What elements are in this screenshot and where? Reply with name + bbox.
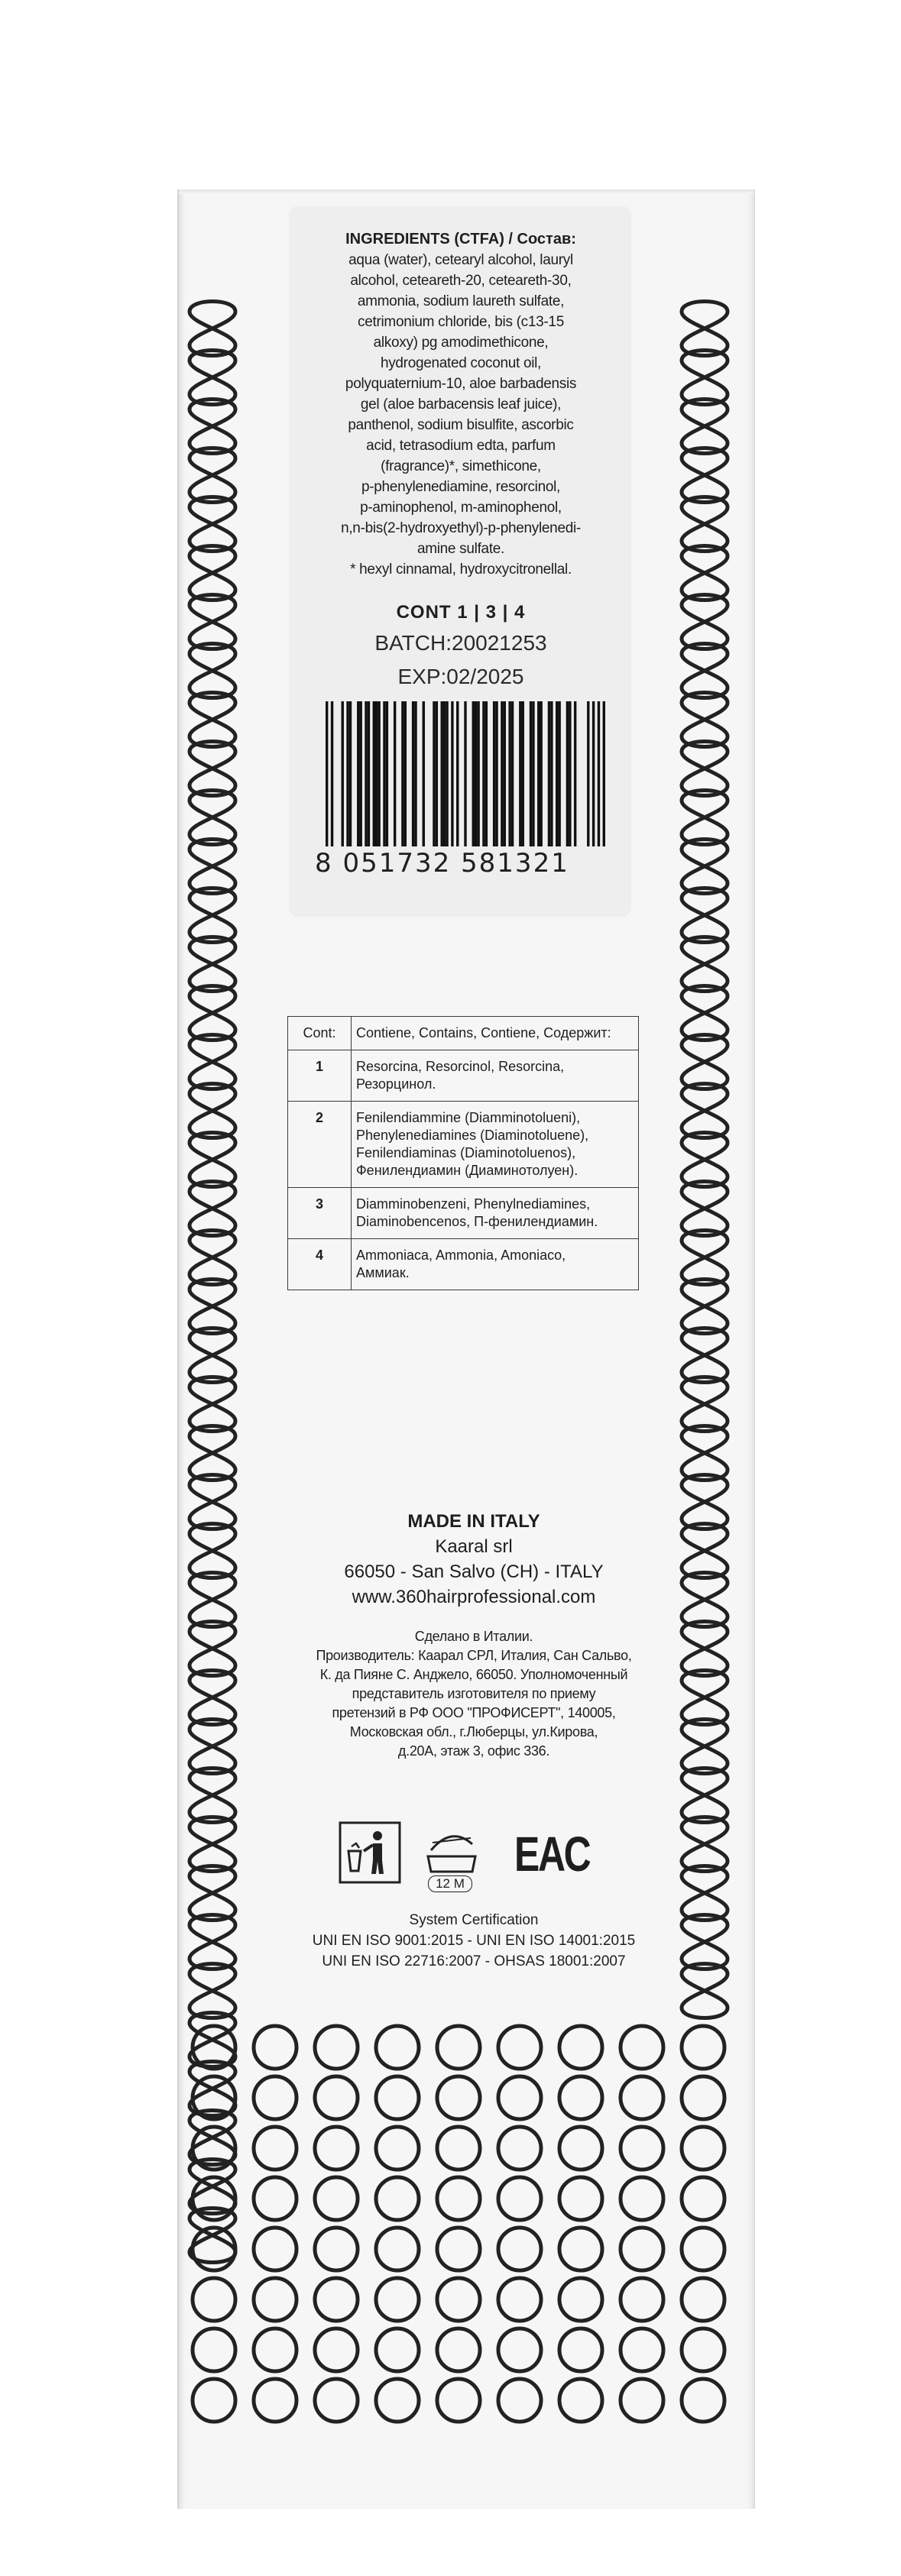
russian-info-line: Московская обл., г.Люберцы, ул.Кирова, — [349, 1724, 598, 1739]
substance-line: Fenilendiammine (Diamminotolueni), — [356, 1110, 581, 1125]
ingredients-line: alcohol, ceteareth-20, ceteareth-30, — [350, 273, 572, 289]
russian-info-line: Производитель: Каарал СРЛ, Италия, Сан Сальво, — [316, 1648, 632, 1663]
table-cell-substances — [352, 1050, 639, 1102]
table-row — [288, 1188, 639, 1239]
right-loop-pattern — [676, 306, 734, 2040]
ingredients-line: gel (aloe barbacensis leaf juice), — [360, 396, 562, 413]
ingredients-line: p-aminophenol, m-aminophenol, — [360, 500, 562, 516]
ingredients-text — [297, 250, 625, 580]
russian-info-line: претензий в РФ ООО "ПРОФИСЕРТ", 140005, — [332, 1705, 616, 1720]
russian-info-line: представитель изготовителя по приему — [352, 1686, 596, 1701]
russian-info-line: Сделано в Италии. — [414, 1629, 533, 1644]
manufacturer-block — [267, 1509, 680, 1610]
expiry-date: EXP:02/2025 — [397, 665, 524, 688]
ingredients-block — [297, 229, 625, 580]
ingredients-line: hydrogenated coconut oil, — [380, 355, 542, 371]
left-loop-pattern — [183, 306, 241, 2292]
substance-line: Phenylenediamines (Diaminotoluene), — [356, 1128, 589, 1143]
open-jar-icon — [425, 1827, 478, 1873]
batch-number: BATCH:20021253 — [374, 631, 547, 655]
ingredients-line: * hexyl cinnamal, hydroxycitronellal. — [350, 561, 572, 578]
table-row — [288, 1102, 639, 1188]
company-address: 66050 - San Salvo (CH) - ITALY — [344, 1561, 604, 1582]
made-in-label: MADE IN ITALY — [407, 1511, 540, 1532]
russian-info — [267, 1627, 680, 1761]
substance-line: Diaminobencenos, П-фенилендиамин. — [356, 1214, 598, 1229]
table-cell-substances — [352, 1188, 639, 1239]
table-row — [288, 1239, 639, 1290]
pao-label: 12 M — [428, 1875, 472, 1892]
russian-info-line: д.20А, этаж 3, офис 336. — [397, 1743, 550, 1759]
barcode-bars — [326, 701, 605, 846]
certification-line: UNI EN ISO 22716:2007 - OHSAS 18001:2007 — [322, 1953, 626, 1969]
table-cell-substances — [352, 1239, 639, 1290]
table-header-cont: Cont: — [288, 1017, 352, 1050]
russian-info-line: К. да Пияне С. Анджело, 66050. Уполномоченный — [319, 1667, 628, 1682]
eac-mark: EAC — [514, 1827, 590, 1882]
substance-line: Резорцинол. — [356, 1076, 436, 1092]
contains-table-header — [288, 1017, 639, 1050]
barcode — [315, 701, 605, 885]
ingredients-line: acid, tetrasodium edta, parfum — [366, 438, 556, 454]
ingredients-title: INGREDIENTS (CTFA) / Состав: — [345, 231, 576, 248]
ingredients-line: aqua (water), cetearyl alcohol, lauryl — [348, 252, 573, 268]
substance-line: Fenilendiaminas (Diaminotoluenos), — [356, 1145, 576, 1160]
company-website: www.360hairprofessional.com — [352, 1587, 596, 1607]
substance-line: Фенилендиамин (Диаминотолуен). — [356, 1163, 579, 1178]
ingredients-line: ammonia, sodium laureth sulfate, — [357, 293, 565, 309]
table-row — [288, 1050, 639, 1102]
substance-line: Ammoniaca, Ammonia, Amoniaco, — [356, 1248, 566, 1263]
ingredients-line: cetrimonium chloride, bis (c13-15 — [358, 314, 564, 330]
table-cell-substances — [352, 1102, 639, 1188]
table-cell-number: 2 — [288, 1102, 352, 1188]
table-cell-number: 4 — [288, 1239, 352, 1290]
contains-table — [287, 1016, 639, 1290]
certification-line: System Certification — [409, 1912, 539, 1928]
company-name: Kaaral srl — [435, 1536, 513, 1557]
ingredients-line: alkoxy) pg amodimethicone, — [373, 335, 549, 351]
ingredients-line: p-phenylenediamine, resorcinol, — [361, 479, 561, 495]
certification-block — [252, 1910, 695, 1972]
table-header-contains: Contiene, Contains, Contiene, Содержит: — [352, 1017, 639, 1050]
tidy-man-bin-icon — [338, 1820, 402, 1885]
cont-code: CONT 1 | 3 | 4 — [396, 602, 526, 623]
table-cell-number: 3 — [288, 1188, 352, 1239]
barcode-digits: 8 051732 581321 — [315, 848, 569, 879]
substance-line: Resorcina, Resorcinol, Resorcina, — [356, 1059, 565, 1074]
ingredients-line: (fragrance)*, simethicone, — [381, 458, 541, 474]
certification-line: UNI EN ISO 9001:2015 - UNI EN ISO 14001:2015 — [312, 1933, 636, 1949]
substance-line: Diamminobenzeni, Phenylnediamines, — [356, 1196, 591, 1212]
substance-line: Аммиак. — [356, 1265, 410, 1280]
bottom-loop-pattern — [183, 2024, 734, 2483]
table-cell-number: 1 — [288, 1050, 352, 1102]
ingredients-line: panthenol, sodium bisulfite, ascorbic — [348, 417, 574, 433]
ingredients-line: amine sulfate. — [416, 541, 505, 557]
ingredients-line: n,n-bis(2-hydroxyethyl)-p-phenylenedi- — [341, 520, 581, 536]
ingredients-line: polyquaternium-10, aloe barbadensis — [345, 376, 577, 392]
